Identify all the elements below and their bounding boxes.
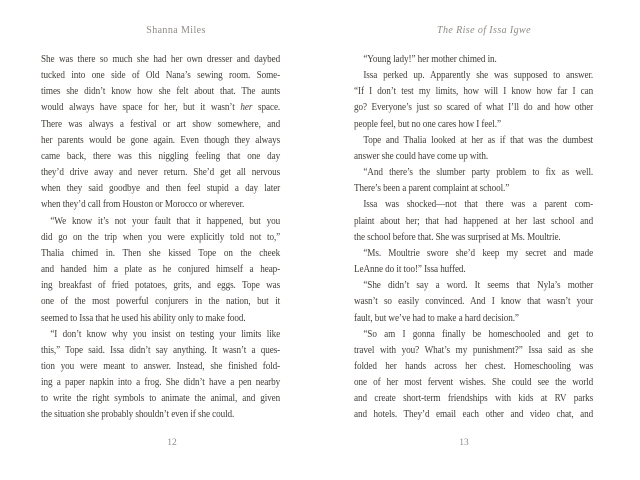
page-number-left: 12 xyxy=(167,438,177,448)
text-line: times she didn’t know how she felt about that. The aunts xyxy=(41,85,281,98)
text-line: and handed him a plate as he conjured himself a heap- xyxy=(41,263,281,276)
text-line: the situation she probably shouldn’t even if she could. xyxy=(41,408,235,421)
text-line: tion you were meant to answer. Instead, she finished fold- xyxy=(41,359,281,372)
text-line: wasn’t so easily convinced. And I know that wasn’t your xyxy=(354,295,594,308)
text-line: LeAnne do it too!” Issa huffed. xyxy=(354,263,466,276)
text-line: one of the most powerful conjurers in the nation, but it xyxy=(41,295,281,308)
text-line: There’s been a parent complaint at school.” xyxy=(354,182,510,195)
text-line: Thalia chimed in. Then she kissed Tope on the cheek xyxy=(41,246,281,259)
text-line: they’d drive away and never return. She’d get all nervous xyxy=(41,166,281,179)
page-number-right: 13 xyxy=(459,438,469,448)
text-line: ing a paper napkin into a frog. She didn’t have a pen nearby xyxy=(41,376,281,389)
text-line: “If I don’t test my limits, how will I know how far I can xyxy=(354,85,594,98)
text-line: and create short-term friendships with kids at RV parks xyxy=(354,392,594,405)
text-line: answer she could have come up with. xyxy=(354,149,489,162)
text-line: this,” Tope said. Issa didn’t say anything. It wasn’t a ques- xyxy=(41,343,281,356)
text-line: folded her hands across her chest. Homeschooling was xyxy=(354,359,594,372)
text-line: the school before that. She was surprised at Ms. Moultrie. xyxy=(354,230,561,243)
page-body-left xyxy=(41,51,280,423)
text-line: “She didn’t say a word. It seems that Nyla’s mother xyxy=(363,279,594,292)
text-line: “We know it’s not your fault that it happened, but you xyxy=(50,214,281,227)
text-line: go? Everyone’s just so scared of what I’ll do and how other xyxy=(354,101,594,114)
text-line: fault, but we’ve had to make a hard decision.” xyxy=(354,311,519,324)
text-line: “And there’s the slumber party problem to fix as well. xyxy=(363,166,594,179)
text-line: There was always a festival or art show somewhere, and xyxy=(41,117,281,130)
text-line: and hotels. They’d email each other and video chat, and xyxy=(354,408,594,421)
text-line: to write the right symbols to animate the animal, and given xyxy=(41,392,281,405)
page-body-right xyxy=(354,51,593,423)
text-line: when they said goodbye and then feel stupid a day later xyxy=(41,182,281,195)
text-line: “Ms. Moultrie swore she’d keep my secret and made xyxy=(363,246,594,259)
text-line: travel with you? What’s my punishment?” Issa said as she xyxy=(354,343,594,356)
text-line: “I don’t know why you insist on testing your limits like xyxy=(50,327,281,340)
text-line: did go on the trip when you were explicitly told not to,” xyxy=(41,230,281,243)
text-line: “Young lady!” her mother chimed in. xyxy=(363,53,497,65)
text-line: Issa perked up. Apparently she was supposed to answer. xyxy=(363,69,594,82)
text-line: seemed to Issa that he used his ability only to make food. xyxy=(41,311,246,324)
text-line: when they’d call from Houston or Morocco or wherever. xyxy=(41,198,245,211)
text-line: her parents would be gone again. Even though they always xyxy=(41,133,281,146)
text-line: She was there so much she had her own dresser and daybed xyxy=(41,53,281,65)
text-line: one of her most fervent wishes. She could see the world xyxy=(354,376,594,389)
text-line: people feel, but no one cares how I feel.” xyxy=(354,117,501,130)
running-head-title: The Rise of Issa Igwe xyxy=(437,25,531,36)
running-head-author: Shanna Miles xyxy=(146,25,206,36)
text-line: “So am I gonna finally be homeschooled and get to xyxy=(363,327,594,340)
text-line: would always have space for her, but it wasn’t her space. xyxy=(41,101,281,114)
text-line: Tope and Thalia looked at her as if that was the dumbest xyxy=(363,133,594,146)
text-line: tucked into one side of Old Nana’s sewing room. Some- xyxy=(41,69,281,82)
text-line: Issa was shocked—not that there was a parent com- xyxy=(363,198,594,211)
text-line: came back, there was this niggling feeling that one day xyxy=(41,149,281,162)
text-line: ing breakfast of fried potatoes, grits, and eggs. Tope was xyxy=(41,279,281,292)
text-line: plaint about her; that had happened at her last school and xyxy=(354,214,594,227)
